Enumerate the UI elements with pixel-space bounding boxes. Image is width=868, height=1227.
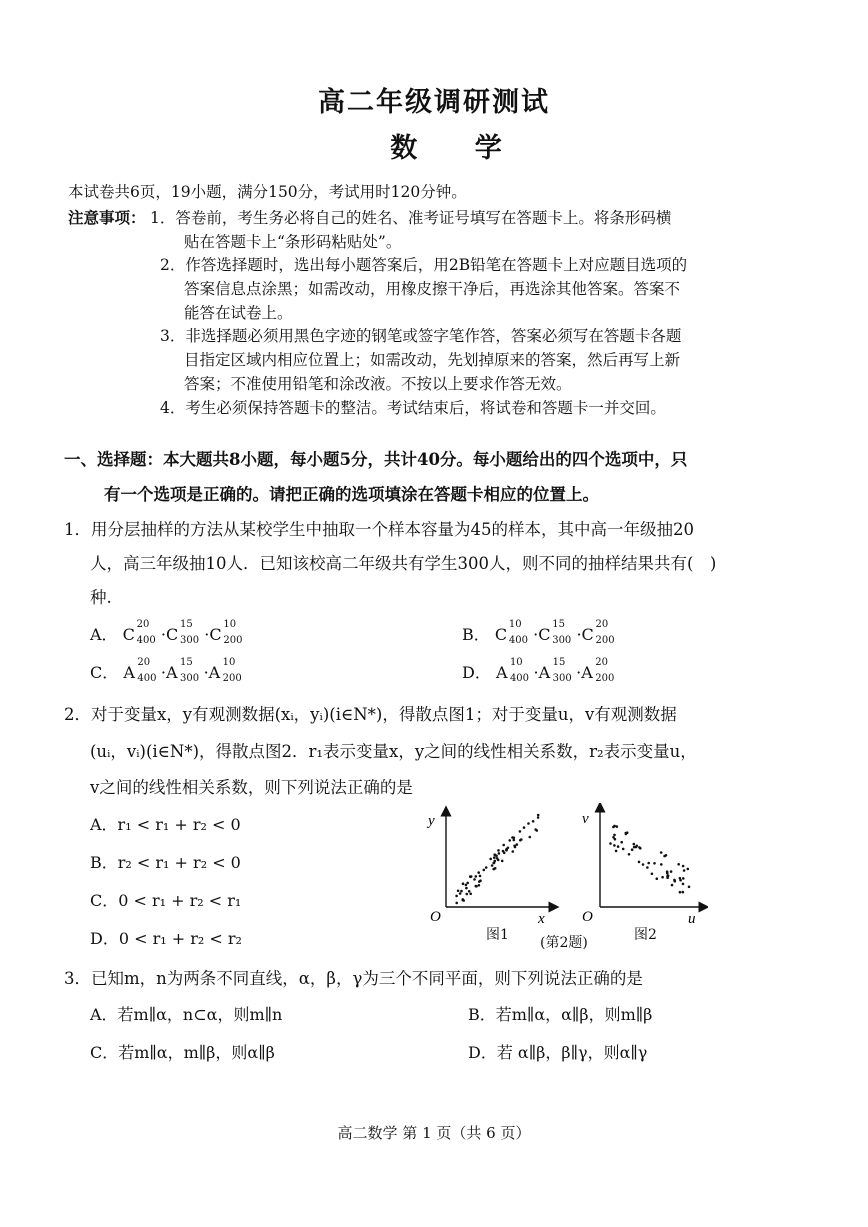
scatter-point bbox=[671, 884, 674, 887]
scatter-point bbox=[647, 862, 650, 865]
scatter-point bbox=[455, 895, 458, 898]
page-footer: 高二数学 第 1 页（共 6 页） bbox=[337, 1124, 531, 1142]
combo-letter: C bbox=[538, 625, 551, 644]
scatter-points-2 bbox=[609, 825, 690, 894]
scatter-point bbox=[502, 844, 505, 847]
scatter-point bbox=[614, 838, 617, 841]
combo-letter: A bbox=[495, 663, 508, 682]
section-heading: 一、选择题：本大题共8小题，每小题5分，共计40分。每小题给出的四个选项中，只 bbox=[64, 450, 688, 469]
scatter-point bbox=[460, 890, 463, 893]
question-3-text: 3．已知m，n为两条不同直线，α，β，γ为三个不同平面，则下列说法正确的是 bbox=[64, 969, 643, 988]
scatter-point bbox=[508, 839, 511, 842]
scatter-point bbox=[638, 846, 641, 849]
scatter-point bbox=[661, 876, 664, 879]
note-line: 2．作答选择题时，选出每小题答案后，用2B铅笔在答题卡上对应题目选项的 bbox=[160, 256, 688, 274]
scatter-point bbox=[473, 878, 476, 881]
scatter-point bbox=[523, 826, 526, 829]
combo-sub: 400 bbox=[508, 635, 528, 646]
scatter-point bbox=[498, 852, 501, 855]
combo-letter: A bbox=[581, 663, 593, 682]
combo-sub: 300 bbox=[552, 635, 572, 646]
q3-option-a: A．若m∥α，n⊂α，则m∥n bbox=[90, 1005, 283, 1024]
combo-sup: 10 bbox=[509, 657, 523, 668]
scatter-point bbox=[496, 857, 499, 860]
combo-sub: 300 bbox=[552, 673, 572, 684]
scatter-point bbox=[665, 854, 668, 857]
scatter-point bbox=[516, 843, 519, 846]
scatter-point bbox=[466, 882, 469, 885]
scatter-point bbox=[502, 850, 505, 853]
scatter-point bbox=[519, 839, 522, 842]
question-1-text: 种. bbox=[90, 588, 112, 607]
question-2-text: (uᵢ，vᵢ)(i∈N*)，得散点图2．r₁表示变量x，y之间的线性相关系数，r₂表示变量u， bbox=[90, 742, 697, 761]
scatter-point bbox=[609, 842, 612, 845]
option-label: C． bbox=[90, 663, 119, 682]
scatter-point bbox=[465, 887, 468, 890]
question-1-text: 1．用分层抽样的方法从某校学生中抽取一个样本容量为45的样本，其中高一年级抽20 bbox=[64, 520, 694, 539]
scatter-point bbox=[466, 893, 469, 896]
scatter-point bbox=[653, 862, 656, 865]
scatter-point bbox=[465, 884, 468, 887]
combo-letter: A bbox=[538, 663, 551, 682]
scatter-point bbox=[660, 851, 663, 854]
v-axis-label: v bbox=[582, 811, 589, 827]
q1-option-a: A． C 20 400 ·C 15 300 ·C 10 200 bbox=[90, 619, 243, 646]
scatter-plot-1 bbox=[422, 803, 562, 931]
figure-caption: (第2题) bbox=[540, 935, 588, 951]
scatter-point bbox=[462, 882, 465, 885]
scatter-point bbox=[462, 899, 465, 902]
origin-label: O bbox=[582, 909, 593, 925]
q2-option-b: B．r₂ < r₁ + r₂ < 0 bbox=[90, 853, 241, 872]
x-axis-label: x bbox=[538, 911, 545, 927]
scatter-point bbox=[519, 830, 522, 833]
origin-label: O bbox=[430, 909, 441, 925]
scatter-point bbox=[475, 885, 478, 888]
scatter-plot-1-svg bbox=[422, 803, 562, 931]
scatter-point bbox=[625, 833, 628, 836]
scatter-point bbox=[505, 849, 508, 852]
combo-sup: 20 bbox=[137, 657, 151, 668]
option-label: B． bbox=[462, 625, 490, 644]
scatter-point bbox=[455, 902, 458, 905]
scatter-point bbox=[620, 841, 623, 844]
scatter-point bbox=[514, 846, 517, 849]
scatter-point bbox=[666, 870, 669, 873]
option-label: D． bbox=[462, 663, 491, 682]
question-1-text: 人，高三年级抽10人．已知该校高二年级共有学生300人，则不同的抽样结果共有( ) bbox=[90, 554, 717, 573]
note-line: 1．答卷前，考生务必将自己的姓名、准考证号填写在答题卡上。将条形码横 bbox=[150, 209, 672, 227]
scatter-points-1 bbox=[455, 814, 539, 905]
scatter-point bbox=[469, 893, 472, 896]
u-axis-label: u bbox=[688, 911, 696, 927]
scatter-point bbox=[613, 834, 616, 837]
scatter-point bbox=[617, 845, 620, 848]
scatter-point bbox=[682, 891, 685, 894]
note-line: 答案；不准使用铅笔和涂改液。不按以上要求作答无效。 bbox=[184, 375, 572, 393]
note-line: 3．非选择题必须用黑色字迹的钢笔或签字笔作答，答案必须写在答题卡各题 bbox=[160, 327, 682, 345]
scatter-point bbox=[489, 858, 492, 861]
scatter-point bbox=[529, 836, 532, 839]
scatter-point bbox=[497, 849, 500, 852]
combo-sup: 20 bbox=[136, 619, 150, 630]
scatter-point bbox=[491, 864, 494, 867]
combo-sup: 15 bbox=[180, 619, 193, 630]
scatter-point bbox=[469, 875, 472, 878]
subject-title: 数 学 bbox=[390, 133, 526, 164]
combo-sup: 15 bbox=[180, 657, 193, 668]
scatter-point bbox=[534, 828, 537, 831]
scatter-point bbox=[512, 850, 515, 853]
combo-sup: 10 bbox=[508, 619, 522, 630]
combo-sup: 20 bbox=[595, 657, 608, 668]
scatter-plot-2 bbox=[578, 803, 708, 931]
y-axis-label: y bbox=[428, 813, 435, 829]
scatter-point bbox=[493, 853, 496, 856]
scatter-point bbox=[666, 876, 669, 879]
page-title: 高二年级调研测试 bbox=[318, 87, 550, 118]
scatter-point bbox=[682, 883, 685, 886]
scatter-point bbox=[651, 873, 654, 876]
scatter-point bbox=[475, 875, 478, 878]
combo-sup: 15 bbox=[552, 619, 565, 630]
q1-option-c: C． A 20 400 ·A 15 300 ·A 10 200 bbox=[90, 657, 242, 684]
combo-letter: C bbox=[166, 625, 179, 644]
combo-sup: 10 bbox=[222, 657, 236, 668]
scatter-point bbox=[468, 890, 471, 893]
scatter-point bbox=[638, 861, 641, 864]
fig2-caption: 图2 bbox=[634, 927, 657, 943]
scatter-point bbox=[656, 877, 659, 880]
q1-option-d: D． A 10 400 ·A 15 300 ·A 20 200 bbox=[462, 657, 615, 684]
q3-option-c: C．若m∥α，m∥β，则α∥β bbox=[90, 1043, 275, 1062]
scatter-point bbox=[613, 825, 616, 828]
intro-text: 本试卷共6页，19小题，满分150分，考试用时120分钟。 bbox=[68, 183, 467, 201]
scatter-point bbox=[660, 863, 663, 866]
scatter-plot-2-svg bbox=[578, 803, 708, 931]
combo-letter: C bbox=[122, 625, 135, 644]
q2-option-c: C．0 < r₁ + r₂ < r₁ bbox=[90, 891, 242, 910]
scatter-point bbox=[459, 892, 462, 895]
note-line: 4．考生必须保持答题卡的整洁。考试结束后，将试卷和答题卡一并交回。 bbox=[160, 399, 666, 417]
combo-sub: 200 bbox=[222, 673, 242, 684]
scatter-point bbox=[631, 848, 634, 851]
scatter-point bbox=[628, 853, 631, 856]
q2-option-a: A．r₁ < r₁ + r₂ < 0 bbox=[90, 815, 241, 834]
combo-sub: 300 bbox=[180, 635, 200, 646]
scatter-point bbox=[615, 850, 618, 853]
q2-option-d: D．0 < r₁ + r₂ < r₂ bbox=[90, 929, 242, 948]
combo-letter: C bbox=[209, 625, 222, 644]
scatter-point bbox=[483, 869, 486, 872]
scatter-point bbox=[537, 814, 540, 817]
scatter-point bbox=[457, 890, 460, 893]
scatter-point bbox=[683, 869, 686, 872]
notes-label: 注意事项： bbox=[68, 208, 146, 227]
combo-letter: C bbox=[494, 625, 508, 644]
scatter-point bbox=[616, 825, 619, 828]
question-2-text: 2．对于变量x，y有观测数据(xᵢ，yᵢ)(i∈N*)，得散点图1；对于变量u，v有观测数据 bbox=[64, 705, 677, 724]
scatter-point bbox=[507, 847, 510, 850]
scatter-point bbox=[537, 816, 540, 819]
scatter-point bbox=[613, 844, 616, 847]
scatter-point bbox=[679, 877, 682, 880]
combo-sub: 200 bbox=[223, 635, 243, 646]
scatter-point bbox=[494, 867, 497, 870]
note-line: 贴在答题卡上“条形码粘贴处”。 bbox=[184, 233, 402, 251]
scatter-point bbox=[687, 868, 690, 871]
note-line: 能答在试卷上。 bbox=[184, 304, 293, 322]
section-heading: 有一个选项是正确的。请把正确的选项填涂在答题卡相应的位置上。 bbox=[104, 485, 599, 504]
question-2-text: v之间的线性相关系数，则下列说法正确的是 bbox=[90, 778, 413, 797]
scatter-point bbox=[679, 891, 682, 894]
scatter-point bbox=[646, 866, 649, 869]
combo-sup: 10 bbox=[223, 619, 237, 630]
scatter-point bbox=[485, 866, 488, 869]
combo-letter: C bbox=[581, 625, 594, 644]
scatter-point bbox=[633, 843, 636, 846]
note-line: 答案信息点涂黑；如需改动，用橡皮擦干净后，再选涂其他答案。答案不 bbox=[184, 280, 681, 298]
combo-sup: 15 bbox=[552, 657, 566, 668]
scatter-point bbox=[636, 845, 639, 848]
scatter-point bbox=[494, 860, 497, 863]
combo-sub: 200 bbox=[595, 635, 615, 646]
combo-sub: 300 bbox=[180, 673, 200, 684]
scatter-point bbox=[682, 865, 685, 868]
q1-option-b: B． C 10 400 ·C 15 300 ·C 20 200 bbox=[462, 619, 615, 646]
scatter-point bbox=[527, 822, 530, 825]
q3-option-b: B．若m∥α，α∥β，则m∥β bbox=[468, 1005, 653, 1024]
scatter-point bbox=[513, 836, 516, 839]
scatter-point bbox=[682, 877, 685, 880]
scatter-point bbox=[513, 839, 516, 842]
scatter-point bbox=[479, 875, 482, 878]
note-line: 目指定区域内相应位置上；如需改动，先划掉原来的答案，然后再写上新 bbox=[184, 351, 681, 369]
combo-sub: 400 bbox=[509, 673, 530, 684]
combo-sub: 200 bbox=[595, 673, 615, 684]
scatter-point bbox=[673, 879, 676, 882]
q3-option-d: D．若 α∥β，β∥γ，则α∥γ bbox=[468, 1043, 648, 1062]
scatter-point bbox=[642, 863, 645, 866]
scatter-point bbox=[493, 856, 496, 859]
scatter-point bbox=[478, 880, 481, 883]
scatter-point bbox=[532, 820, 535, 823]
scatter-point bbox=[477, 871, 480, 874]
scatter-point bbox=[677, 863, 680, 866]
scatter-point bbox=[622, 848, 625, 851]
combo-sup: 20 bbox=[595, 619, 609, 630]
combo-sub: 400 bbox=[136, 635, 156, 646]
scatter-point bbox=[688, 886, 691, 889]
fig1-caption: 图1 bbox=[486, 927, 509, 943]
combo-letter: A bbox=[208, 663, 221, 682]
combo-sub: 400 bbox=[137, 673, 157, 684]
combo-letter: A bbox=[123, 663, 135, 682]
scatter-point bbox=[501, 860, 504, 863]
scatter-point bbox=[478, 884, 481, 887]
combo-letter: A bbox=[166, 663, 178, 682]
option-label: A． bbox=[90, 625, 118, 644]
scatter-point bbox=[670, 870, 673, 873]
